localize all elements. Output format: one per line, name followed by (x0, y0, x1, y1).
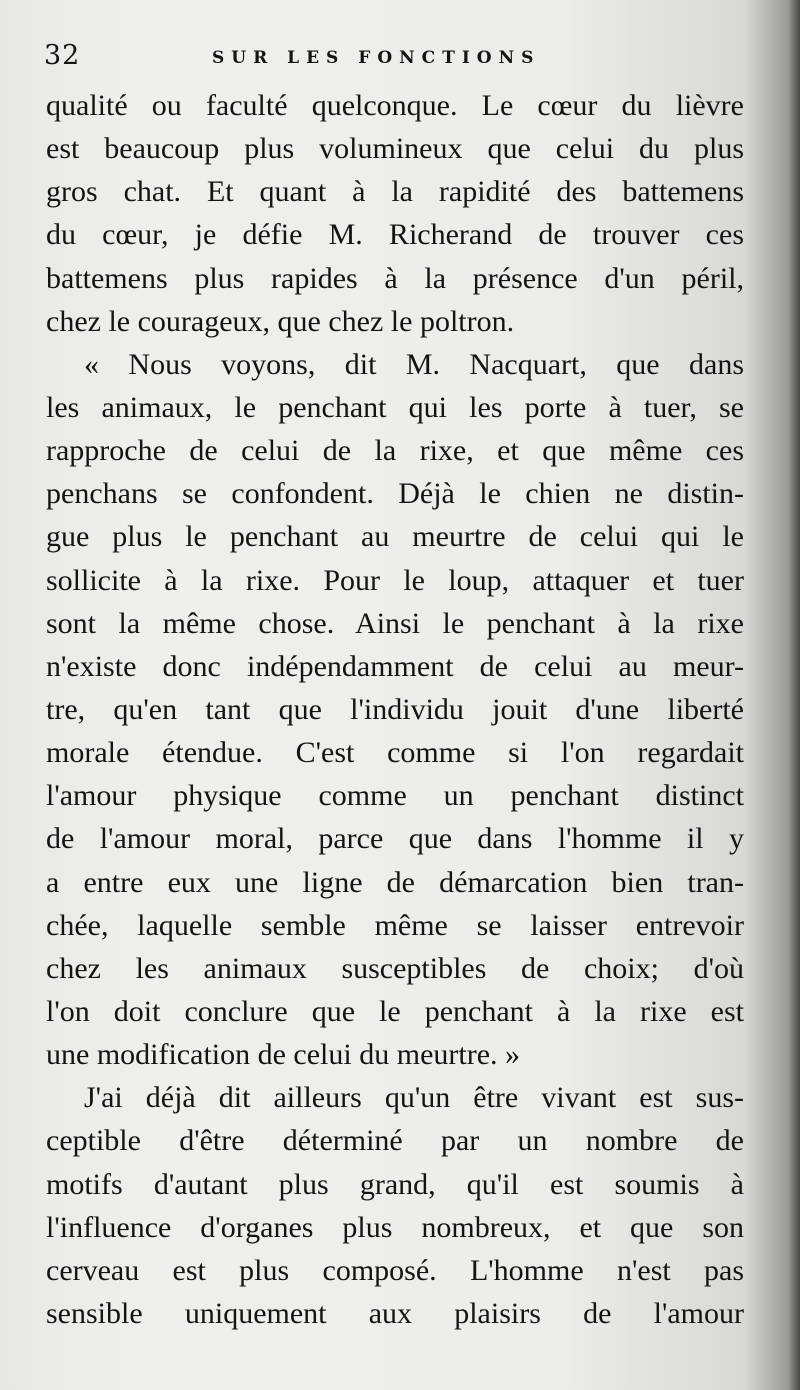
running-head: SUR LES FONCTIONS (212, 48, 541, 68)
body-text (46, 84, 744, 1335)
text-line: battemens plus rapides à la présence d'un péril, (46, 261, 744, 295)
text-line: ceptible d'être déterminé par un nombre de (46, 1124, 744, 1158)
text-line: n'existe donc indépendamment de celui au meur- (46, 649, 744, 683)
text-line: J'ai déjà dit ailleurs qu'un être vivant est sus- (84, 1081, 744, 1115)
text-line: penchans se confondent. Déjà le chien ne distin- (46, 477, 744, 511)
text-line: rapproche de celui de la rixe, et que même ces (46, 434, 744, 468)
text-line: est beaucoup plus volumineux que celui du plus (46, 132, 744, 166)
text-line: motifs d'autant plus grand, qu'il est soumis à (46, 1167, 744, 1201)
text-line: a entre eux une ligne de démarcation bien tran- (46, 865, 744, 899)
text-line: les animaux, le penchant qui les porte à tuer, se (46, 390, 744, 424)
text-line: sollicite à la rixe. Pour le loup, attaquer et tuer (46, 563, 744, 597)
page-number: 32 (44, 40, 81, 71)
page-header (44, 40, 744, 80)
text-line: sont la même chose. Ainsi le penchant à la rixe (46, 606, 744, 640)
text-line: « Nous voyons, dit M. Nacquart, que dans (84, 347, 744, 381)
text-line: sensible uniquement aux plaisirs de l'amour (46, 1296, 744, 1330)
text-line: du cœur, je défie M. Richerand de trouver ces (46, 218, 744, 252)
text-line: l'on doit conclure que le penchant à la rixe est (46, 994, 744, 1028)
text-line: l'amour physique comme un penchant distinct (46, 779, 744, 813)
text-line: chée, laquelle semble même se laisser entrevoir (46, 908, 744, 942)
text-line: cerveau est plus composé. L'homme n'est pas (46, 1253, 744, 1287)
text-line: chez les animaux susceptibles de choix; d'où (46, 951, 744, 985)
text-line: gros chat. Et quant à la rapidité des battemens (46, 175, 744, 209)
text-line: tre, qu'en tant que l'individu jouit d'une liberté (46, 692, 744, 726)
text-line: chez le courageux, que chez le poltron. (46, 304, 515, 338)
text-line: qualité ou faculté quelconque. Le cœur du lièvre (46, 89, 744, 122)
text-line: gue plus le penchant au meurtre de celui qui le (46, 520, 744, 554)
text-line: de l'amour moral, parce que dans l'homme il y (46, 822, 744, 856)
text-line: l'influence d'organes plus nombreux, et que son (46, 1210, 744, 1244)
text-line: une modification de celui du meurtre. » (46, 1038, 521, 1072)
text-line: morale étendue. C'est comme si l'on regardait (46, 736, 744, 770)
